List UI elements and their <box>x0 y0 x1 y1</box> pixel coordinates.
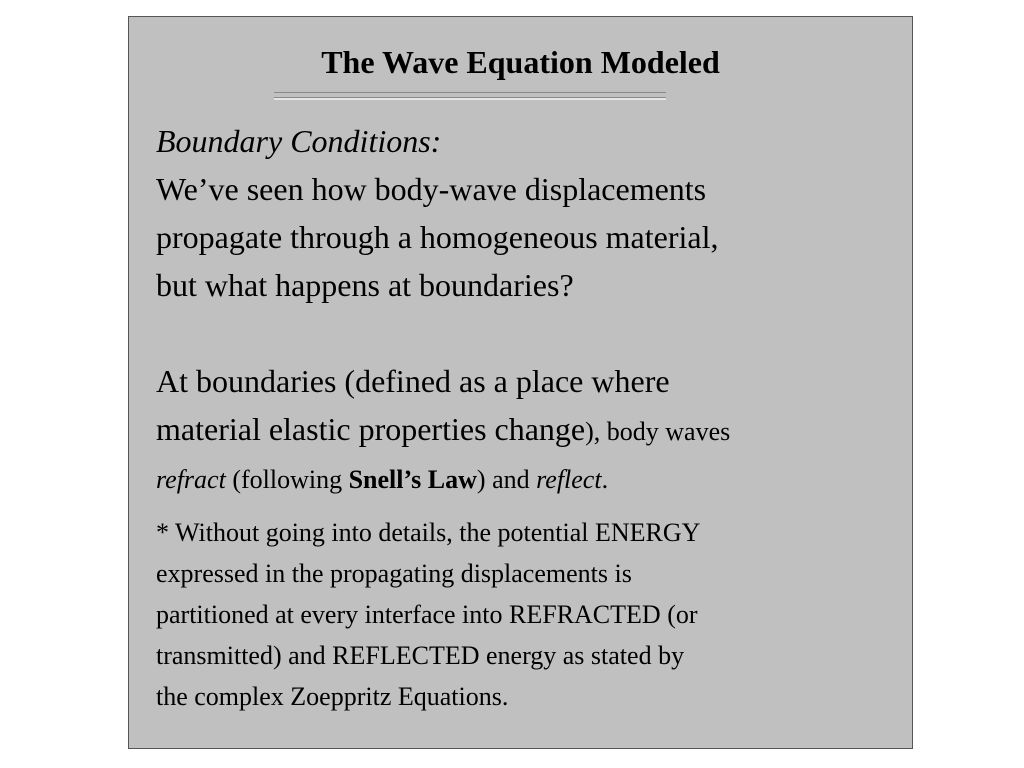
text-run: ), body waves <box>585 417 731 446</box>
text-run: ) and <box>476 465 537 494</box>
title-divider <box>274 92 666 98</box>
slide-title: The Wave Equation Modeled <box>321 44 720 80</box>
paragraph-intro-line: We’ve seen how body-wave displacements <box>156 171 707 207</box>
paragraph-boundaries-line <box>156 405 901 456</box>
paragraph-boundaries <box>156 357 901 504</box>
text-run: . <box>601 465 609 494</box>
paragraph-intro-line: propagate through a homogeneous material, <box>156 219 719 255</box>
text-run: material elastic properties change <box>156 411 586 447</box>
slide-body <box>156 117 901 717</box>
paragraph-boundaries-line: At boundaries (defined as a place where <box>156 363 670 399</box>
text-run: (following <box>225 465 349 494</box>
paragraph-spacer <box>156 309 901 357</box>
term-reflect: reflect <box>536 465 602 494</box>
energy-note-line: partitioned at every interface into REFRACTED (or <box>156 600 698 629</box>
paragraph-intro-line: but what happens at boundaries? <box>156 267 574 303</box>
energy-note-line: * Without going into details, the potential ENERGY <box>156 518 701 547</box>
energy-note-line: expressed in the propagating displacements is <box>156 559 632 588</box>
energy-note-line: the complex Zoeppritz Equations. <box>156 682 509 711</box>
term-refract: refract <box>156 465 226 494</box>
energy-note-line: transmitted) and REFLECTED energy as stated by <box>156 641 685 670</box>
section-heading: Boundary Conditions: <box>156 123 442 159</box>
energy-note <box>156 512 901 717</box>
paragraph-boundaries-line <box>156 456 901 504</box>
term-snells-law: Snell’s Law <box>348 465 477 494</box>
slide-panel <box>128 16 913 749</box>
paragraph-intro <box>156 165 901 309</box>
